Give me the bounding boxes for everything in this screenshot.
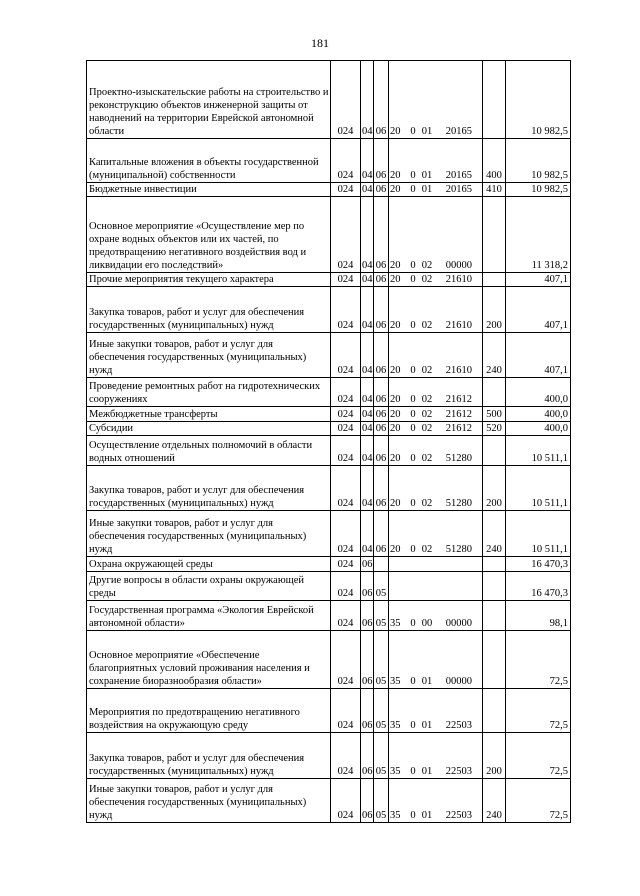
target-article-segment: 35 <box>390 676 401 687</box>
cell-grbs-code: 024 <box>331 779 361 823</box>
cell-amount: 400,0 <box>506 422 571 436</box>
cell-subsection-code: 06 <box>374 378 389 407</box>
target-article-segment: 00000 <box>445 618 472 629</box>
cell-amount: 10 982,5 <box>506 139 571 183</box>
target-article-segment: 01 <box>421 676 433 687</box>
cell-section-code: 06 <box>361 601 374 631</box>
cell-section-code: 04 <box>361 511 374 557</box>
cell-target-article-code <box>389 572 483 601</box>
target-article-segment: 0 <box>410 423 416 434</box>
target-article-segment: 20 <box>390 320 401 331</box>
target-article-segment: 20 <box>390 394 401 405</box>
cell-grbs-code: 024 <box>331 333 361 378</box>
cell-amount: 10 982,5 <box>506 183 571 197</box>
cell-expense-type-code: 520 <box>483 422 506 436</box>
cell-section-code: 04 <box>362 423 373 434</box>
target-article-segment: 35 <box>390 766 401 777</box>
target-article-segment: 20 <box>390 423 401 434</box>
cell-subsection-code: 06 <box>374 333 389 378</box>
target-article-segment: 51280 <box>445 498 472 509</box>
target-article-segment: 0 <box>410 126 416 137</box>
cell-section-code: 06 <box>361 779 374 823</box>
cell-expense-type-code: 240 <box>483 779 506 823</box>
target-article-segment: 02 <box>421 453 433 464</box>
cell-section-code: 06 <box>361 733 374 779</box>
table-row <box>87 733 571 779</box>
table-row <box>87 422 571 436</box>
cell-target-article-code <box>389 139 483 183</box>
cell-name: Иные закупки товаров, работ и услуг для обеспечения государственных (муниципальных) нужд <box>87 333 331 378</box>
cell-section-code: 04 <box>361 139 374 183</box>
table-row <box>87 436 571 466</box>
target-article-segment: 21610 <box>445 320 472 331</box>
cell-amount: 16 470,3 <box>506 572 571 601</box>
cell-name: Иные закупки товаров, работ и услуг для обеспечения государственных (муниципальных) нужд <box>87 779 331 823</box>
cell-amount: 400,0 <box>506 378 571 407</box>
cell-expense-type-code <box>483 557 506 572</box>
cell-grbs-code: 024 <box>331 273 361 287</box>
target-article-segment: 20 <box>390 274 401 285</box>
table-row <box>87 139 571 183</box>
target-article-segment: 21610 <box>445 365 472 376</box>
cell-subsection-code: 06 <box>374 197 389 273</box>
cell-expense-type-code <box>483 572 506 601</box>
target-article-segment: 02 <box>421 394 433 405</box>
target-article-segment: 22503 <box>445 810 472 821</box>
budget-table <box>86 60 571 823</box>
cell-name: Закупка товаров, работ и услуг для обеспечения государственных (муниципальных) нужд <box>87 466 331 511</box>
table-body <box>87 61 571 823</box>
table-row <box>87 511 571 557</box>
target-article-segment: 01 <box>421 720 433 731</box>
cell-amount: 72,5 <box>506 733 571 779</box>
cell-name: Закупка товаров, работ и услуг для обеспечения государственных (муниципальных) нужд <box>87 733 331 779</box>
cell-expense-type-code: 240 <box>483 511 506 557</box>
cell-grbs-code: 024 <box>331 407 361 422</box>
target-article-segment: 20 <box>390 365 401 376</box>
target-article-segment: 02 <box>421 498 433 509</box>
cell-target-article-code <box>389 631 483 689</box>
cell-section-code: 06 <box>361 557 374 572</box>
cell-grbs-code: 024 <box>331 466 361 511</box>
cell-grbs-code: 024 <box>331 436 361 466</box>
target-article-segment: 0 <box>410 544 416 555</box>
target-article-segment: 0 <box>410 365 416 376</box>
cell-target-article-code <box>389 183 483 197</box>
cell-amount: 400,0 <box>506 407 571 422</box>
table-row <box>87 466 571 511</box>
cell-amount: 98,1 <box>506 601 571 631</box>
table-row <box>87 183 571 197</box>
cell-expense-type-code <box>483 601 506 631</box>
target-article-segment: 0 <box>410 618 416 629</box>
cell-target-article-code <box>389 378 483 407</box>
cell-section-code: 04 <box>361 436 374 466</box>
target-article-segment: 22503 <box>445 720 472 731</box>
cell-amount: 407,1 <box>506 333 571 378</box>
cell-expense-type-code: 200 <box>483 287 506 333</box>
cell-grbs-code: 024 <box>331 601 361 631</box>
cell-amount: 72,5 <box>506 779 571 823</box>
cell-amount: 10 511,1 <box>506 511 571 557</box>
target-article-segment: 35 <box>390 720 401 731</box>
cell-target-article-code <box>389 733 483 779</box>
target-article-segment: 21612 <box>445 409 472 420</box>
cell-expense-type-code: 200 <box>483 733 506 779</box>
target-article-segment: 0 <box>410 320 416 331</box>
cell-name: Основное мероприятие «Осуществление мер по охране водных объектов или их частей, по предотвращению негативного воздействия вод и ликвидации его последствий» <box>87 197 331 273</box>
target-article-segment: 02 <box>421 320 433 331</box>
cell-name: Проведение ремонтных работ на гидротехнических сооружениях <box>87 378 331 407</box>
cell-section-code: 04 <box>361 287 374 333</box>
cell-subsection-code: 05 <box>374 689 389 733</box>
target-article-segment: 01 <box>421 170 433 181</box>
cell-name: Охрана окружающей среды <box>87 557 331 572</box>
target-article-segment: 01 <box>421 126 433 137</box>
table-row <box>87 273 571 287</box>
cell-grbs-code: 024 <box>331 139 361 183</box>
cell-expense-type-code: 410 <box>483 183 506 197</box>
target-article-segment: 0 <box>410 184 416 195</box>
cell-name: Субсидии <box>87 422 331 436</box>
cell-subsection-code: 05 <box>374 572 389 601</box>
cell-amount: 10 511,1 <box>506 436 571 466</box>
cell-section-code: 06 <box>361 689 374 733</box>
target-article-segment: 21610 <box>445 274 472 285</box>
table-row <box>87 287 571 333</box>
cell-target-article-code <box>389 407 483 422</box>
target-article-segment: 01 <box>421 810 433 821</box>
cell-expense-type-code: 400 <box>483 139 506 183</box>
cell-target-article-code <box>389 511 483 557</box>
cell-subsection-code: 05 <box>374 601 389 631</box>
cell-name: Государственная программа «Экология Еврейской автономной области» <box>87 601 331 631</box>
cell-name: Осуществление отдельных полномочий в области водных отношений <box>87 436 331 466</box>
cell-target-article-code <box>389 273 483 287</box>
cell-name: Закупка товаров, работ и услуг для обеспечения государственных (муниципальных) нужд <box>87 287 331 333</box>
cell-name: Проектно-изыскательские работы на строительство и реконструкцию объектов инженерной защиты от наводнений на территории Еврейской автономной области <box>87 61 331 139</box>
cell-section-code: 06 <box>361 572 374 601</box>
table-row <box>87 197 571 273</box>
cell-name: Мероприятия по предотвращению негативного воздействия на окружающую среду <box>87 689 331 733</box>
table-row <box>87 601 571 631</box>
cell-grbs-code: 024 <box>331 287 361 333</box>
cell-grbs-code: 024 <box>331 183 361 197</box>
cell-amount: 11 318,2 <box>506 197 571 273</box>
cell-grbs-code: 024 <box>331 557 361 572</box>
target-article-segment: 51280 <box>445 453 472 464</box>
target-article-segment: 20 <box>390 260 401 271</box>
cell-subsection-code: 06 <box>374 511 389 557</box>
target-article-segment: 21612 <box>445 394 472 405</box>
cell-target-article-code <box>389 436 483 466</box>
target-article-segment: 00000 <box>445 676 472 687</box>
cell-grbs-code: 024 <box>331 422 361 436</box>
cell-target-article-code <box>389 61 483 139</box>
table-row <box>87 689 571 733</box>
cell-name: Межбюджетные трансферты <box>87 407 331 422</box>
cell-section-code: 04 <box>361 466 374 511</box>
cell-grbs-code: 024 <box>331 572 361 601</box>
target-article-segment: 20 <box>390 126 401 137</box>
cell-grbs-code: 024 <box>331 511 361 557</box>
target-article-segment: 0 <box>410 676 416 687</box>
cell-subsection-code: 06 <box>374 183 389 197</box>
target-article-segment: 00 <box>421 618 433 629</box>
cell-section-code: 04 <box>361 61 374 139</box>
cell-expense-type-code: 200 <box>483 466 506 511</box>
target-article-segment: 02 <box>421 260 433 271</box>
target-article-segment: 21612 <box>445 423 472 434</box>
target-article-segment: 0 <box>410 274 416 285</box>
table-row <box>87 557 571 572</box>
target-article-segment: 20 <box>390 409 401 420</box>
cell-subsection-code: 06 <box>374 61 389 139</box>
cell-expense-type-code <box>483 197 506 273</box>
target-article-segment: 02 <box>421 544 433 555</box>
cell-amount: 10 982,5 <box>506 61 571 139</box>
target-article-segment: 20 <box>390 170 401 181</box>
table-row <box>87 631 571 689</box>
cell-subsection-code: 06 <box>374 273 389 287</box>
cell-subsection-code <box>374 557 389 572</box>
target-article-segment: 0 <box>410 394 416 405</box>
target-article-segment: 00000 <box>445 260 472 271</box>
cell-name: Другие вопросы в области охраны окружающей среды <box>87 572 331 601</box>
target-article-segment: 20 <box>390 453 401 464</box>
target-article-segment: 20 <box>390 184 401 195</box>
cell-expense-type-code <box>483 61 506 139</box>
target-article-segment: 0 <box>410 409 416 420</box>
cell-name: Прочие мероприятия текущего характера <box>87 273 331 287</box>
target-article-segment: 02 <box>421 423 433 434</box>
cell-expense-type-code <box>483 436 506 466</box>
target-article-segment: 0 <box>410 170 416 181</box>
target-article-segment: 02 <box>421 365 433 376</box>
cell-expense-type-code: 240 <box>483 333 506 378</box>
cell-target-article-code <box>389 557 483 572</box>
cell-expense-type-code: 500 <box>483 407 506 422</box>
target-article-segment: 01 <box>421 184 433 195</box>
cell-name: Капитальные вложения в объекты государственной (муниципальной) собственности <box>87 139 331 183</box>
cell-target-article-code <box>389 466 483 511</box>
target-article-segment: 0 <box>410 498 416 509</box>
cell-grbs-code: 024 <box>331 61 361 139</box>
cell-subsection-code: 06 <box>374 139 389 183</box>
cell-section-code: 04 <box>361 333 374 378</box>
target-article-segment: 0 <box>410 810 416 821</box>
cell-target-article-code <box>389 287 483 333</box>
table-row <box>87 779 571 823</box>
cell-subsection-code: 06 <box>374 422 389 436</box>
target-article-segment: 0 <box>410 260 416 271</box>
table-row <box>87 333 571 378</box>
cell-section-code: 04 <box>361 197 374 273</box>
target-article-segment: 20 <box>390 498 401 509</box>
cell-section-code: 04 <box>361 407 374 422</box>
target-article-segment: 51280 <box>445 544 472 555</box>
cell-amount: 407,1 <box>506 287 571 333</box>
page-number: 181 <box>311 36 329 50</box>
cell-grbs-code: 024 <box>331 378 361 407</box>
cell-section-code: 06 <box>361 631 374 689</box>
table-row <box>87 572 571 601</box>
cell-target-article-code <box>389 197 483 273</box>
cell-target-article-code <box>389 689 483 733</box>
target-article-segment: 20165 <box>445 184 472 195</box>
cell-amount: 72,5 <box>506 689 571 733</box>
target-article-segment: 22503 <box>445 766 472 777</box>
cell-grbs-code: 024 <box>331 733 361 779</box>
table-row <box>87 407 571 422</box>
cell-subsection-code: 06 <box>374 407 389 422</box>
target-article-segment: 35 <box>390 810 401 821</box>
target-article-segment: 0 <box>410 453 416 464</box>
cell-subsection-code: 05 <box>374 779 389 823</box>
cell-expense-type-code <box>483 273 506 287</box>
cell-grbs-code: 024 <box>331 631 361 689</box>
table-row <box>87 61 571 139</box>
cell-amount: 407,1 <box>506 273 571 287</box>
cell-amount: 10 511,1 <box>506 466 571 511</box>
cell-expense-type-code <box>483 631 506 689</box>
target-article-segment: 35 <box>390 618 401 629</box>
cell-expense-type-code <box>483 689 506 733</box>
cell-subsection-code: 05 <box>374 631 389 689</box>
target-article-segment: 20165 <box>445 170 472 181</box>
cell-expense-type-code <box>483 378 506 407</box>
cell-section-code: 04 <box>362 184 373 195</box>
cell-section-code: 04 <box>362 274 373 285</box>
cell-target-article-code <box>389 601 483 631</box>
target-article-segment: 0 <box>410 766 416 777</box>
cell-name: Бюджетные инвестиции <box>87 183 331 197</box>
cell-section-code: 04 <box>361 378 374 407</box>
cell-subsection-code: 05 <box>374 733 389 779</box>
target-article-segment: 01 <box>421 766 433 777</box>
cell-name: Иные закупки товаров, работ и услуг для обеспечения государственных (муниципальных) нужд <box>87 511 331 557</box>
cell-subsection-code: 06 <box>374 436 389 466</box>
target-article-segment: 0 <box>410 720 416 731</box>
cell-grbs-code: 024 <box>331 197 361 273</box>
cell-target-article-code <box>389 422 483 436</box>
cell-amount: 16 470,3 <box>506 557 571 572</box>
target-article-segment: 20 <box>390 544 401 555</box>
cell-name: Основное мероприятие «Обеспечение благоприятных условий проживания населения и сохранение биоразнообразия области» <box>87 631 331 689</box>
cell-target-article-code <box>389 779 483 823</box>
table-row <box>87 378 571 407</box>
target-article-segment: 02 <box>421 409 433 420</box>
target-article-segment: 02 <box>421 274 433 285</box>
cell-grbs-code: 024 <box>331 689 361 733</box>
target-article-segment: 20165 <box>445 126 472 137</box>
cell-subsection-code: 06 <box>374 287 389 333</box>
cell-subsection-code: 06 <box>374 466 389 511</box>
cell-amount: 72,5 <box>506 631 571 689</box>
cell-target-article-code <box>389 333 483 378</box>
